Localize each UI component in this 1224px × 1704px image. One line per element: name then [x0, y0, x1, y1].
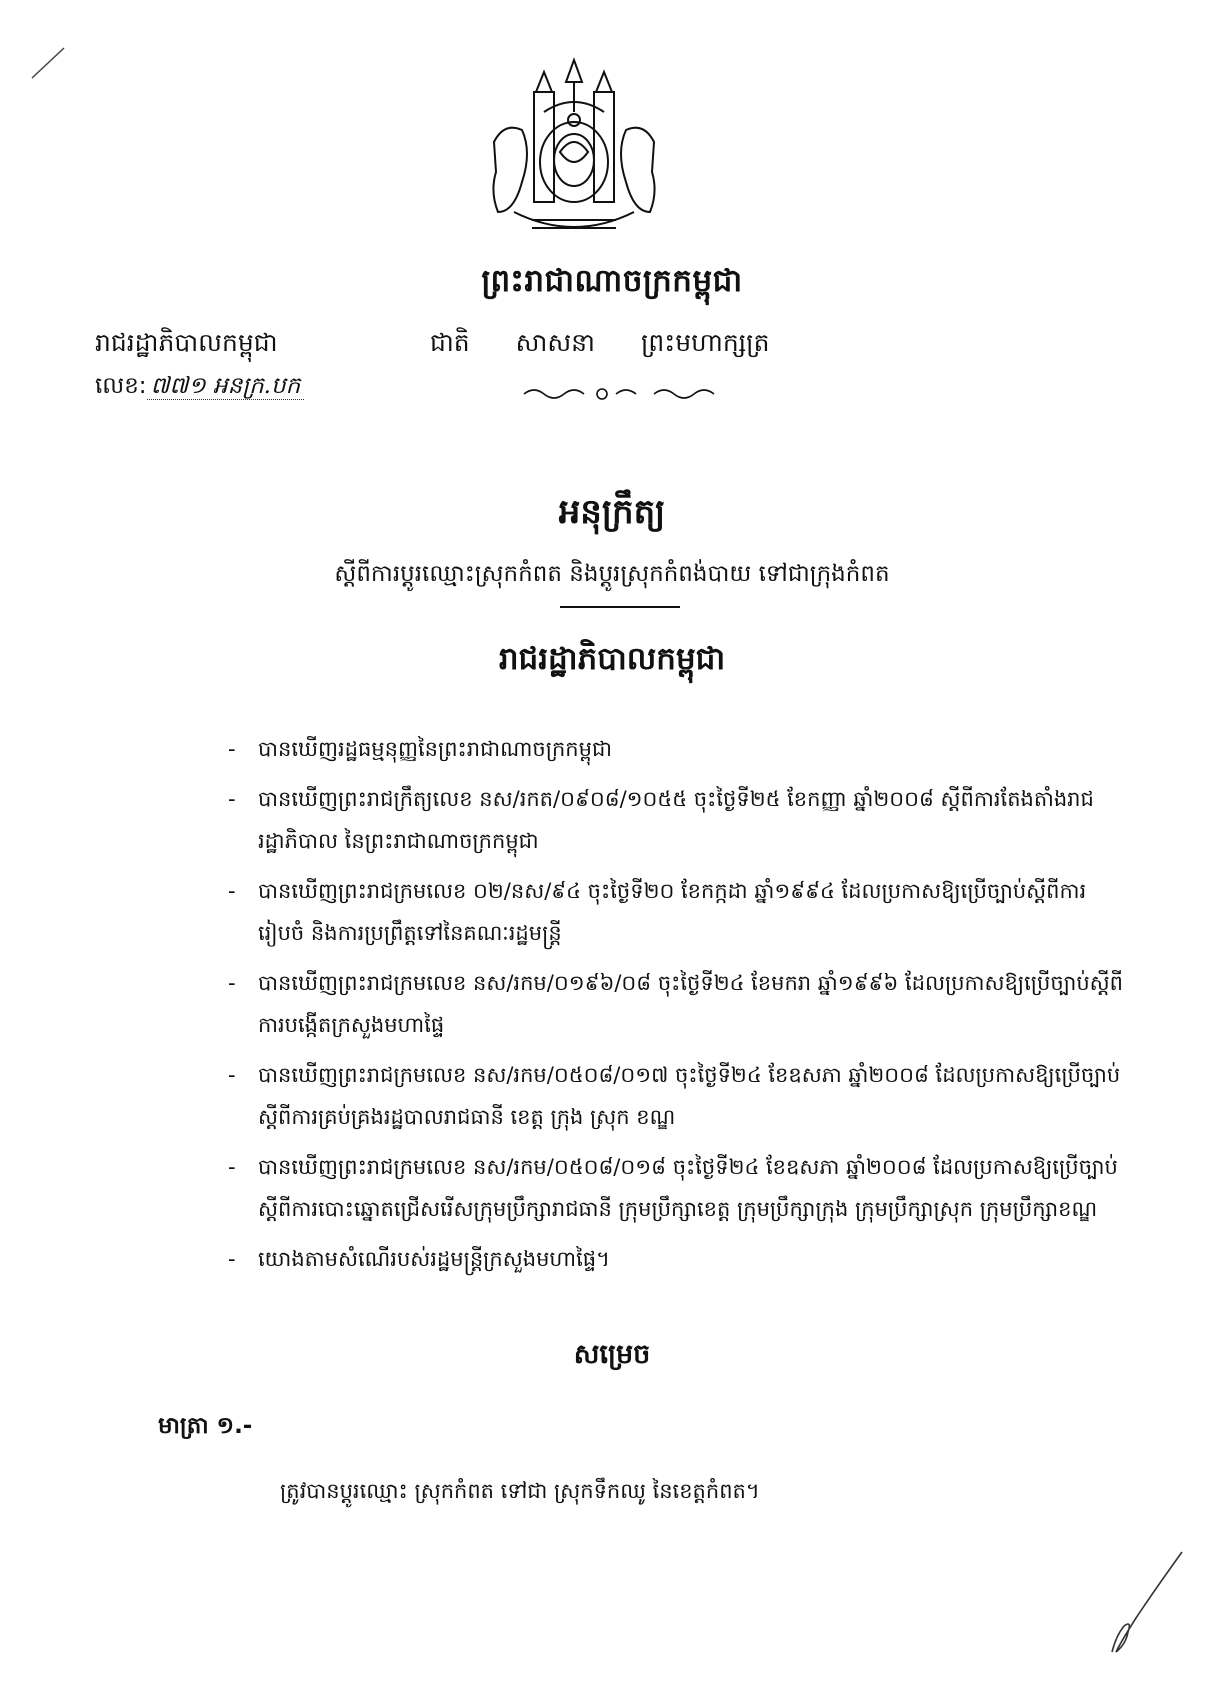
royal-coat-of-arms-emblem — [474, 52, 674, 242]
issuer-heading: រាជរដ្ឋាភិបាលកម្ពុជា — [498, 641, 726, 677]
clause-text: បានឃើញព្រះរាជក្រឹត្យលេខ នស/រកត/០៩០៨/១០៥៥ ចុះថ្ងៃទី២៥ ខែកញ្ញា ឆ្នាំ២០០៨ ស្តីពីការតែងតាំងរាជរដ្ឋាភិបាល នៃព្រះរាជាណាចក្រកម្ពុជា — [258, 787, 1094, 853]
ornamental-divider — [520, 382, 720, 406]
list-item: - បានឃើញព្រះរាជក្រមលេខ នស/រកម/០៥០៨/០១៨ ចុះថ្ងៃទី២៤ ខែឧសភា ឆ្នាំ២០០៨ ដែលប្រកាសឱ្យប្រើច្បាប់ស្តីពីការបោះឆ្នោតជ្រើសរើសក្រុមប្រឹក្សារាជធានី ក្រុមប្រឹក្សាខេត្ត ក្រុមប្រឹក្សាក្រុង ក្រុមប្រឹក្សាស្រុក ក្រុមប្រឹក្សាខណ្ឌ — [228, 1155, 1118, 1221]
pen-mark-top — [30, 46, 66, 80]
list-item: - បានឃើញរដ្ឋធម្មនុញ្ញនៃព្រះរាជាណាចក្រកម្ពុជា — [228, 737, 612, 761]
clause-text: បានឃើញព្រះរាជក្រមលេខ ០២/នស/៩៤ ចុះថ្ងៃទី២០ ខែកក្កដា ឆ្នាំ១៩៩៤ ដែលប្រកាសឱ្យប្រើច្បាប់ស្តីពីការរៀបចំ និងការប្រព្រឹត្តទៅនៃគណៈរដ្ឋមន្ត្រី — [258, 879, 1087, 945]
list-item: - បានឃើញព្រះរាជក្រមលេខ នស/រកម/០១៩៦/០៨ ចុះថ្ងៃទី២៤ ខែមករា ឆ្នាំ១៩៩៦ ដែលប្រកាសឱ្យប្រើច្បាប់ស្តីពីការបង្កើតក្រសួងមហាផ្ទៃ — [228, 971, 1123, 1037]
list-item: - បានឃើញព្រះរាជក្រមលេខ នស/រកម/០៥០៨/០១៧ ចុះថ្ងៃទី២៤ ខែឧសភា ឆ្នាំ២០០៨ ដែលប្រកាសឱ្យប្រើច្បាប់ស្តីពីការគ្រប់គ្រងរដ្ឋបាលរាជធានី ខេត្ត ក្រុង ស្រុក ខណ្ឌ — [228, 1063, 1121, 1129]
clause-text: បានឃើញព្រះរាជក្រមលេខ នស/រកម/០៥០៨/០១៨ ចុះថ្ងៃទី២៤ ខែឧសភា ឆ្នាំ២០០៨ ដែលប្រកាសឱ្យប្រើច្បាប់ស្តីពីការបោះឆ្នោតជ្រើសរើសក្រុមប្រឹក្សារាជធានី ក្រុមប្រឹក្សាខេត្ត ក្រុមប្រឹក្សាក្រុង ក្រុមប្រឹក្សាស្រុក ក្រុមប្រឹក្សាខណ្ឌ — [258, 1155, 1118, 1221]
motto-nation: ជាតិ — [430, 328, 470, 357]
clause-text: បានឃើញព្រះរាជក្រមលេខ នស/រកម/០១៩៦/០៨ ចុះថ្ងៃទី២៤ ខែមករា ឆ្នាំ១៩៩៦ ដែលប្រកាសឱ្យប្រើច្បាប់ស្តីពីការបង្កើតក្រសួងមហាផ្ទៃ — [258, 971, 1123, 1037]
initial-signature — [1086, 1548, 1186, 1658]
reference-number — [95, 372, 304, 405]
article-1-label: មាត្រា ១.- — [158, 1413, 253, 1439]
clause-text: យោងតាមសំណើរបស់រដ្ឋមន្ត្រីក្រសួងមហាផ្ទៃ។ — [258, 1247, 610, 1271]
national-motto — [430, 328, 808, 364]
decision-heading: សម្រេច — [573, 1339, 651, 1370]
kingdom-heading: ព្រះរាជាណាចក្រកម្ពុជា — [481, 263, 743, 299]
clause-text: បានឃើញរដ្ឋធម្មនុញ្ញនៃព្រះរាជាណាចក្រកម្ពុជា — [258, 737, 612, 761]
reference-label: លេខ: — [95, 373, 147, 399]
preamble-clauses — [228, 728, 1124, 1288]
clause-text: បានឃើញព្រះរាជក្រមលេខ នស/រកម/០៥០៨/០១៧ ចុះថ្ងៃទី២៤ ខែឧសភា ឆ្នាំ២០០៨ ដែលប្រកាសឱ្យប្រើច្បាប់ស្តីពីការគ្រប់គ្រងរដ្ឋបាលរាជធានី ខេត្ត ក្រុង ស្រុក ខណ្ឌ — [258, 1063, 1121, 1129]
list-item: - បានឃើញព្រះរាជក្រមលេខ ០២/នស/៩៤ ចុះថ្ងៃទី២០ ខែកក្កដា ឆ្នាំ១៩៩៤ ដែលប្រកាសឱ្យប្រើច្បាប់ស្តីពីការរៀបចំ និងការប្រព្រឹត្តទៅនៃគណៈរដ្ឋមន្ត្រី — [228, 879, 1087, 945]
reference-value: ៧៧១ អនក្រ.បក — [147, 373, 305, 400]
article-1-text: ត្រូវបានប្តូរឈ្មោះ ស្រុកកំពត ទៅជា ស្រុកទឹកឈូ នៃខេត្តកំពត។ — [280, 1479, 760, 1503]
list-item: - យោងតាមសំណើរបស់រដ្ឋមន្ត្រីក្រសួងមហាផ្ទៃ។ — [228, 1247, 610, 1271]
motto-king: ព្រះមហាក្សត្រ — [640, 328, 770, 357]
motto-religion: សាសនា — [515, 328, 595, 357]
document-subject: ស្តីពីការប្តូរឈ្មោះស្រុកកំពត និងប្តូរស្រុកកំពង់បាយ ទៅជាក្រុងកំពត — [334, 561, 890, 587]
document-title: អនុក្រឹត្យ — [558, 492, 666, 532]
title-divider — [560, 606, 680, 608]
list-item: - បានឃើញព្រះរាជក្រឹត្យលេខ នស/រកត/០៩០៨/១០៥៥ ចុះថ្ងៃទី២៥ ខែកញ្ញា ឆ្នាំ២០០៨ ស្តីពីការតែងតាំងរាជរដ្ឋាភិបាល នៃព្រះរាជាណាចក្រកម្ពុជា — [228, 787, 1094, 853]
government-name: រាជរដ្ឋាភិបាលកម្ពុជា — [95, 328, 278, 357]
